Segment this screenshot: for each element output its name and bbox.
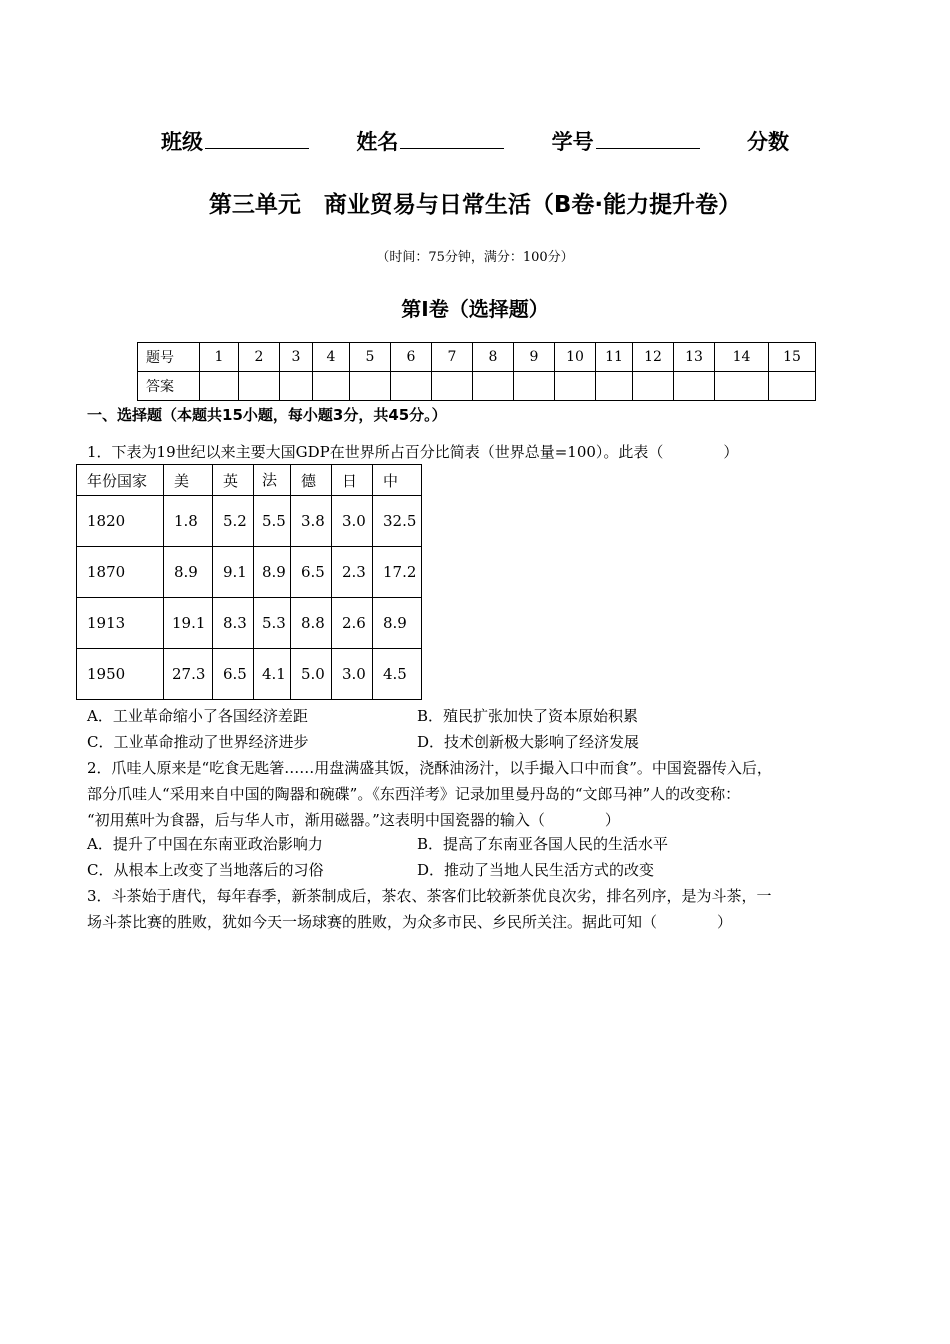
gdp-table	[76, 464, 422, 700]
gdp-cell: 2.6	[332, 598, 373, 649]
question-number: 13	[674, 343, 715, 372]
answer-label: 答案	[138, 372, 200, 401]
gdp-cell: 4.5	[373, 649, 422, 700]
q2-option-d[interactable]: D．推动了当地人民生活方式的改变	[417, 861, 655, 879]
q2-stem-line3: “初用蕉叶为食器，后与华人市，渐用磁器。”这表明中国瓷器的输入（ ）	[87, 811, 620, 829]
student-id-blank[interactable]	[596, 128, 700, 149]
q1-option-d[interactable]: D．技术创新极大影响了经济发展	[417, 733, 640, 751]
gdp-header-cell: 法	[254, 465, 291, 496]
section-title: 第Ⅰ卷（选择题）	[401, 297, 549, 321]
part-title: 一、选择题（本题共15小题，每小题3分，共45分。）	[87, 406, 447, 424]
gdp-table-header-row	[77, 465, 422, 496]
gdp-cell: 5.5	[254, 496, 291, 547]
q1-option-b[interactable]: B．殖民扩张加快了资本原始积累	[417, 707, 639, 725]
question-number: 14	[715, 343, 769, 372]
answer-cell[interactable]	[715, 372, 769, 401]
answer-cell[interactable]	[391, 372, 432, 401]
gdp-cell: 8.9	[254, 547, 291, 598]
gdp-cell: 1913	[77, 598, 164, 649]
name-blank[interactable]	[400, 128, 504, 149]
question-number: 12	[633, 343, 674, 372]
question-number: 5	[350, 343, 391, 372]
q1-option-a[interactable]: A．工业革命缩小了各国经济差距	[87, 707, 308, 725]
gdp-cell: 8.3	[213, 598, 254, 649]
name-label: 姓名	[356, 130, 399, 154]
gdp-table-row	[77, 649, 422, 700]
gdp-cell: 4.1	[254, 649, 291, 700]
question-number: 7	[432, 343, 473, 372]
answer-cell[interactable]	[239, 372, 280, 401]
gdp-header-cell: 年份国家	[77, 465, 164, 496]
question-number: 15	[769, 343, 816, 372]
gdp-table-row	[77, 547, 422, 598]
gdp-header-cell: 德	[291, 465, 332, 496]
gdp-cell: 19.1	[164, 598, 213, 649]
answer-cell[interactable]	[769, 372, 816, 401]
q3-stem-line1: 3．斗茶始于唐代，每年春季，新茶制成后，茶农、茶客们比较新茶优良次劣，排名列序，是为斗茶，一	[87, 887, 772, 905]
answer-cell[interactable]	[633, 372, 674, 401]
answer-cell[interactable]	[674, 372, 715, 401]
class-label: 班级	[161, 130, 204, 154]
answer-cell[interactable]	[514, 372, 555, 401]
gdp-cell: 9.1	[213, 547, 254, 598]
answer-cell[interactable]	[350, 372, 391, 401]
gdp-cell: 5.3	[254, 598, 291, 649]
answer-table-answer-row	[138, 372, 816, 401]
answer-cell[interactable]	[313, 372, 350, 401]
question-number: 10	[555, 343, 596, 372]
q2-option-a[interactable]: A．提升了中国在东南亚政治影响力	[87, 835, 323, 853]
gdp-cell: 5.2	[213, 496, 254, 547]
gdp-cell: 32.5	[373, 496, 422, 547]
class-blank[interactable]	[205, 128, 309, 149]
gdp-header-cell: 中	[373, 465, 422, 496]
gdp-header-cell: 美	[164, 465, 213, 496]
gdp-table-row	[77, 496, 422, 547]
gdp-cell: 8.9	[164, 547, 213, 598]
score-label: 分数	[746, 130, 789, 154]
class-field[interactable]	[161, 126, 309, 156]
q2-stem-line2: 部分爪哇人“采用来自中国的陶器和碗碟”。《东西洋考》记录加里曼丹岛的“文郎马神”人的改变称：	[87, 785, 741, 803]
gdp-cell: 27.3	[164, 649, 213, 700]
gdp-cell: 17.2	[373, 547, 422, 598]
name-field[interactable]	[356, 126, 504, 156]
exam-title: 第三单元 商业贸易与日常生活（B卷·能力提升卷）	[208, 192, 742, 218]
student-info-line	[0, 126, 950, 156]
question-number: 3	[280, 343, 313, 372]
q2-option-c[interactable]: C．从根本上改变了当地落后的习俗	[87, 861, 324, 879]
answer-cell[interactable]	[555, 372, 596, 401]
q2-option-b[interactable]: B．提高了东南亚各国人民的生活水平	[417, 835, 669, 853]
gdp-header-cell: 英	[213, 465, 254, 496]
q1-stem: 1．下表为19世纪以来主要大国GDP在世界所占百分比简表（世界总量=100）。此表（ ）	[87, 443, 739, 461]
q2-stem-line1: 2．爪哇人原来是“吃食无匙箸……用盘满盛其饭，浇酥油汤汁，以手撮入口中而食”。中国瓷器传入后，	[87, 759, 772, 777]
answer-cell[interactable]	[200, 372, 239, 401]
gdp-cell: 1950	[77, 649, 164, 700]
question-number: 6	[391, 343, 432, 372]
question-number: 9	[514, 343, 555, 372]
gdp-cell: 1.8	[164, 496, 213, 547]
gdp-cell: 1820	[77, 496, 164, 547]
answer-cell[interactable]	[473, 372, 514, 401]
q3-stem-line2: 场斗茶比赛的胜败，犹如今天一场球赛的胜败，为众多市民、乡民所关注。据此可知（ ）	[87, 913, 733, 931]
question-number: 11	[596, 343, 633, 372]
gdp-cell: 6.5	[213, 649, 254, 700]
gdp-cell: 8.8	[291, 598, 332, 649]
question-number: 8	[473, 343, 514, 372]
gdp-cell: 1870	[77, 547, 164, 598]
answer-cell[interactable]	[432, 372, 473, 401]
answer-cell[interactable]	[280, 372, 313, 401]
gdp-header-cell: 日	[332, 465, 373, 496]
time-info: （时间：75分钟，满分：100分）	[376, 250, 574, 265]
gdp-cell: 6.5	[291, 547, 332, 598]
gdp-cell: 3.0	[332, 496, 373, 547]
q1-option-c[interactable]: C．工业革命推动了世界经济进步	[87, 733, 309, 751]
answer-cell[interactable]	[596, 372, 633, 401]
gdp-table-row	[77, 598, 422, 649]
score-field	[747, 126, 789, 156]
gdp-cell: 5.0	[291, 649, 332, 700]
gdp-cell: 2.3	[332, 547, 373, 598]
gdp-cell: 8.9	[373, 598, 422, 649]
question-number-label: 题号	[138, 343, 200, 372]
question-number: 4	[313, 343, 350, 372]
gdp-cell: 3.0	[332, 649, 373, 700]
student-id-label: 学号	[551, 130, 594, 154]
question-number: 1	[200, 343, 239, 372]
answer-table-number-row	[138, 343, 816, 372]
student-id-field[interactable]	[552, 126, 700, 156]
answer-table	[137, 342, 816, 401]
gdp-cell: 3.8	[291, 496, 332, 547]
question-number: 2	[239, 343, 280, 372]
